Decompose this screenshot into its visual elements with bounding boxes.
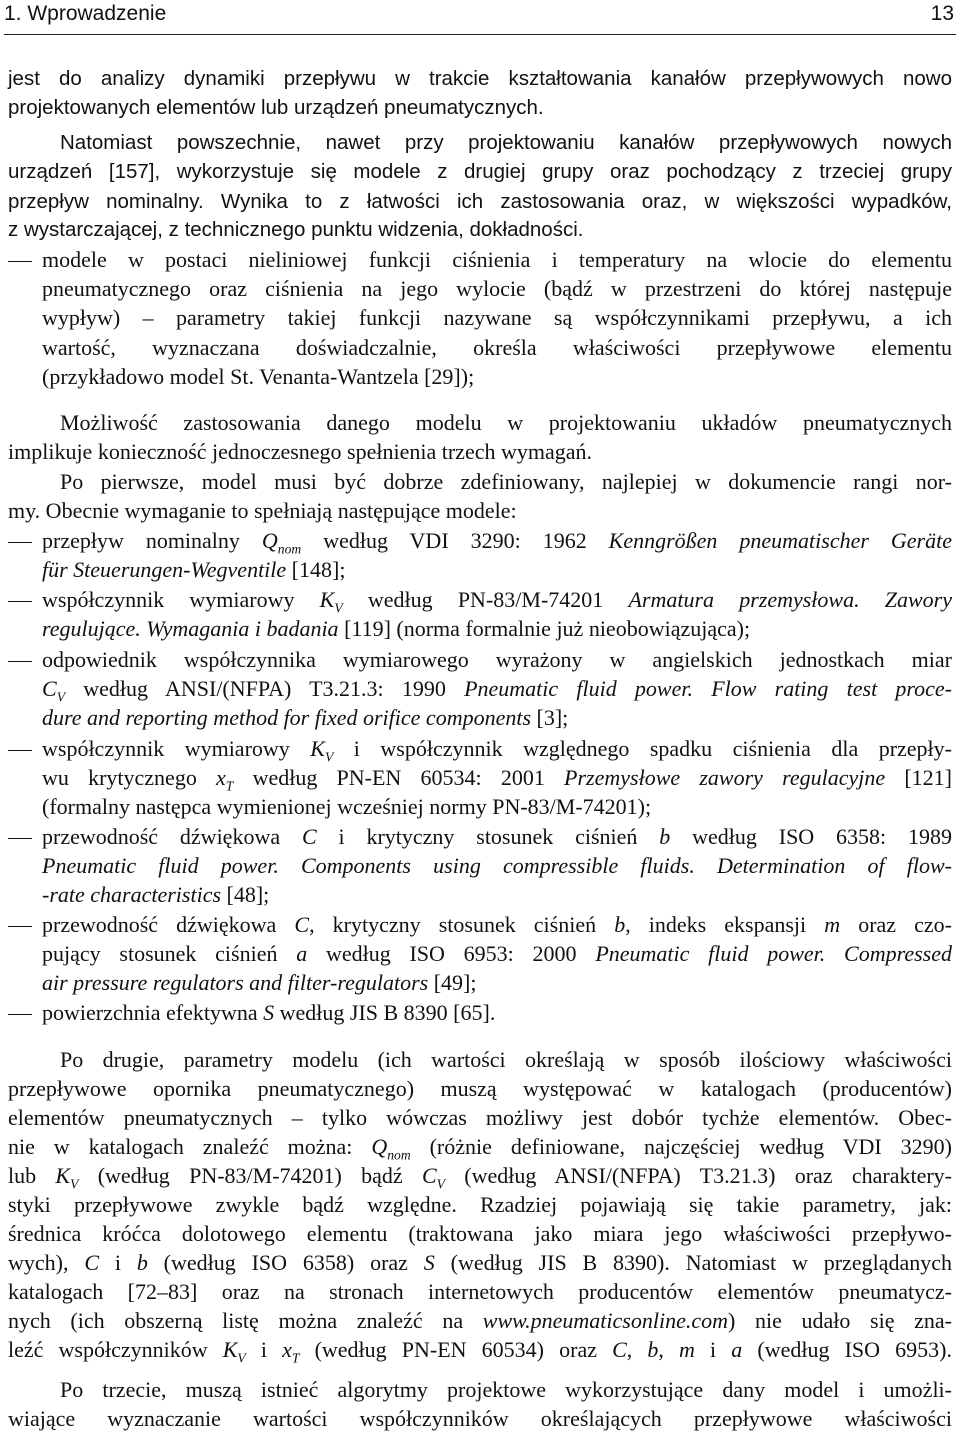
list-item-text: przepływ nominalny $Q_{nom}$ według VDI 3290: 1962 Kenngrößen pneumatischer Geräte xyxy=(42,528,952,557)
text-line: air pressure regulators and filter-regulators [49]; xyxy=(42,970,477,995)
text-line: (przykładowo model St. Venanta-Wantzela [29]); xyxy=(42,364,475,389)
text-line: wartość, wyznaczana doświadczalnie, określa właściwości przepływowe elementu xyxy=(42,335,952,360)
list-bullet-dash xyxy=(8,261,32,262)
text-line: Pneumatic fluid power. Components using compressible fluids. Determination of flow- xyxy=(42,853,952,878)
text-line: katalogach [72–83] oraz na stronach internetowych producentów elementów pneumatycz- xyxy=(8,1279,952,1304)
text-line: -rate characteristics [48]; xyxy=(42,882,270,907)
text-line: Natomiast powszechnie, nawet przy projektowaniu kanałów przepływowych nowych xyxy=(60,131,952,154)
text-line: przepływ nominalny. Wynika to z łatwości ich zastosowania oraz, w większości wypadków, xyxy=(8,190,952,213)
text-line: Po drugie, parametry modelu (ich wartości określają w sposób ilościowy właściwości xyxy=(60,1047,952,1072)
list-bullet-dash xyxy=(8,601,32,602)
list-bullet-dash xyxy=(8,750,32,751)
text-line: z wystarczającej, z technicznego punktu widzenia, dokładności. xyxy=(8,218,584,241)
text-line: przepływowe opornika pneumatycznego) muszą występować w katalogach (producentów) xyxy=(8,1076,952,1101)
text-line: lub $K_V$ (według PN-83/M-74201) bądź $C_V$ (według ANSI/(NFPA) T3.21.3) oraz charaktery- xyxy=(8,1163,952,1192)
text-line: implikuje konieczność jednoczesnego spełnienia trzech wymagań. xyxy=(8,439,593,464)
text-line: regulujące. Wymagania i badania [119] (norma formalnie już nieobowiązująca); xyxy=(42,616,751,641)
list-item-text: odpowiednik współczynnika wymiarowego wyrażony w angielskich jednostkach miar xyxy=(42,647,952,672)
list-item-text: współczynnik wymiarowy $K_V$ według PN-83/M-74201 Armatura przemysłowa. Zawory xyxy=(42,587,953,616)
text-line: pneumatycznego oraz ciśnienia na jego wylocie (bądź w przestrzeni do której następuje xyxy=(42,276,952,301)
text-line: wiające wyznaczanie wartości współczynników określających przepływowe właściwości xyxy=(8,1406,952,1431)
text-line: my. Obecnie wymaganie to spełniają następujące modele: xyxy=(8,498,517,523)
text-line: urządzeń [157], wykorzystuje się modele z drugiej grupy oraz pochodzący z trzeciej grupy xyxy=(8,160,952,183)
text-line: nie w katalogach znaleźć można: $Q_{nom}$ (różnie definiowane, najczęściej według VDI 3290) xyxy=(8,1134,952,1163)
list-bullet-dash xyxy=(8,661,32,662)
chapter-title: 1. Wprowadzenie xyxy=(4,2,167,25)
text-line: Możliwość zastosowania danego modelu w projektowaniu układów pneumatycznych xyxy=(60,410,952,435)
list-bullet-dash xyxy=(8,1014,32,1015)
list-item-text: powierzchnia efektywna S według JIS B 8390 [65]. xyxy=(42,1000,496,1025)
text-line: wu krytycznego $x_T$ według PN-EN 60534: 2001 Przemysłowe zawory regulacyjne [121] xyxy=(42,765,952,794)
text-line: projektowanych elementów lub urządzeń pneumatycznych. xyxy=(8,96,544,119)
text-line: średnica króćca dolotowego elementu (traktowana jako miara jego właściwości przepływo- xyxy=(8,1221,952,1246)
list-item-text: przewodność dźwiękowa C, krytyczny stosunek ciśnień b, indeks ekspansji m oraz czo- xyxy=(42,912,952,937)
text-line: (formalny następca wymienionej wcześniej normy PN-83/M-74201); xyxy=(42,794,652,819)
list-item-text: przewodność dźwiękowa C i krytyczny stosunek ciśnień b według ISO 6358: 1989 xyxy=(42,824,952,849)
list-item-text: współczynnik wymiarowy $K_V$ i współczynnik względnego spadku ciśnienia dla przepły- xyxy=(42,736,952,765)
list-bullet-dash xyxy=(8,838,32,839)
text-line: elementów pneumatycznych – tylko wówczas możliwy jest dobór tychże elementów. Obec- xyxy=(8,1105,952,1130)
text-line: Po pierwsze, model musi być dobrze zdefiniowany, najlepiej w dokumencie rangi nor- xyxy=(60,469,952,494)
text-line: pujący stosunek ciśnień a według ISO 6953: 2000 Pneumatic fluid power. Compressed xyxy=(42,941,953,966)
text-line: jest do analizy dynamiki przepływu w trakcie kształtowania kanałów przepływowych nowo xyxy=(8,67,952,90)
text-line: wypływ) – parametry takiej funkcji nazywane są współczynnikami przepływu, a ich xyxy=(42,305,952,330)
text-line: dure and reporting method for fixed orifice components [3]; xyxy=(42,705,569,730)
list-bullet-dash xyxy=(8,926,32,927)
text-line: wych), C i b (według ISO 6358) oraz S (według JIS B 8390). Natomiast w przeglądanych xyxy=(8,1250,952,1275)
text-line: Po trzecie, muszą istnieć algorytmy projektowe wykorzystujące dany model i umożli- xyxy=(60,1377,952,1402)
text-line: styki przepływowe zwykle bądź względne. Rzadziej pojawiają się takie parametry, jak: xyxy=(8,1192,952,1217)
text-line: nych (ich obszerną listę można znaleźć na www.pneumaticsonline.com) nie udało się zna- xyxy=(8,1308,953,1333)
page-number: 13 xyxy=(930,2,954,25)
list-item-text: modele w postaci nieliniowej funkcji ciśnienia i temperatury na wlocie do elementu xyxy=(42,247,952,272)
text-line: $C_V$ według ANSI/(NFPA) T3.21.3: 1990 Pneumatic fluid power. Flow rating test proce- xyxy=(42,676,952,705)
text-line: leźć współczynników $K_V$ i $x_T$ (według PN-EN 60534) oraz C, b, m i a (według ISO 6953). xyxy=(8,1337,952,1366)
text-line: für Steuerungen-Wegventile [148]; xyxy=(42,557,346,582)
list-bullet-dash xyxy=(8,542,32,543)
